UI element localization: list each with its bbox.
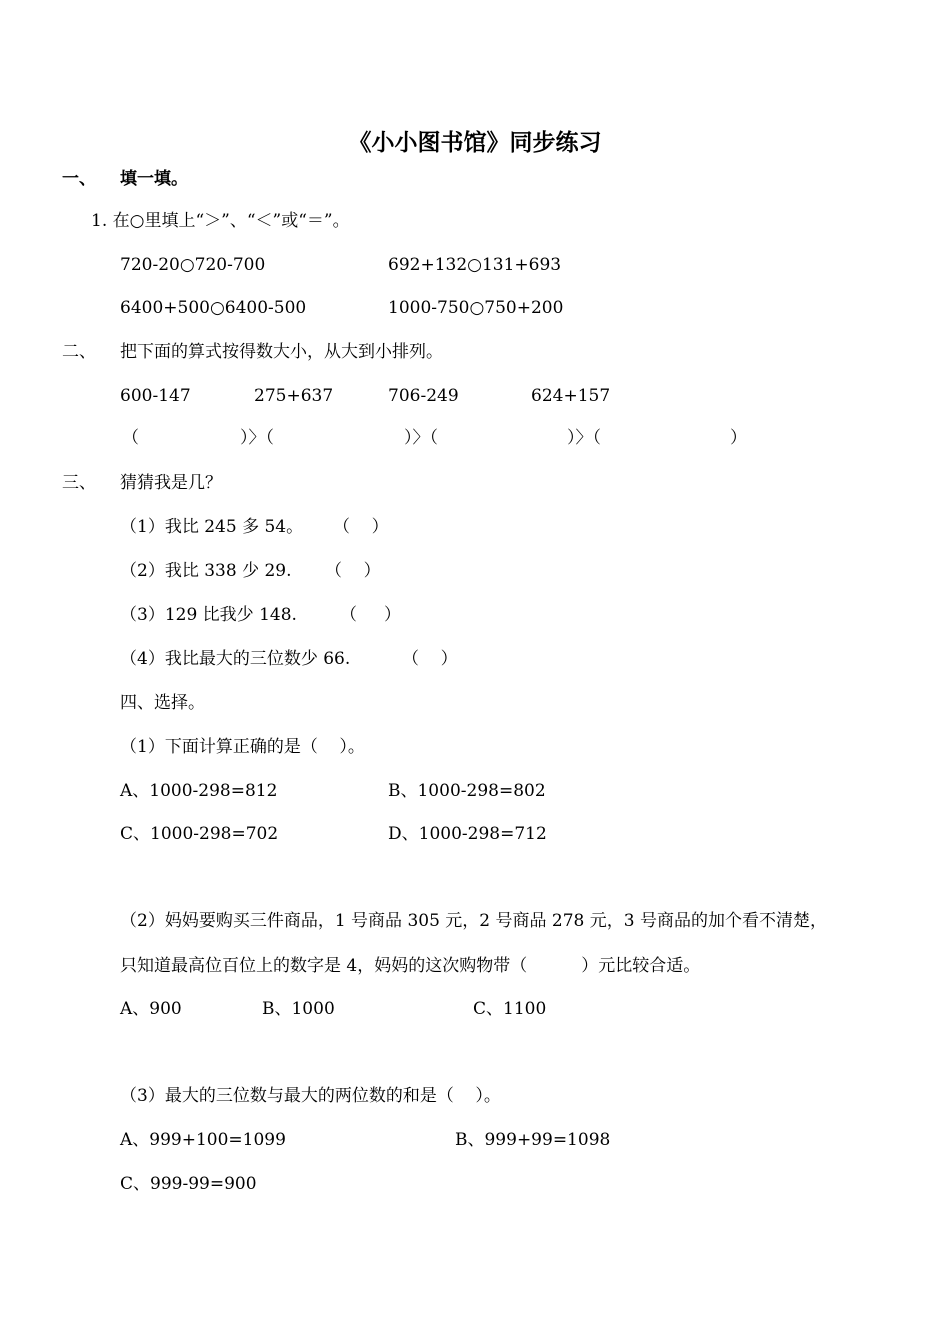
- guess-blank-3: （ ）: [340, 605, 402, 625]
- order-blank-sep-1: ）〉（: [240, 428, 274, 448]
- choice-q2-option-a: A、900: [120, 999, 182, 1019]
- section-3-heading: 猜猜我是几？: [120, 473, 222, 493]
- guess-blank-4: （ ）: [402, 649, 458, 669]
- guess-blank-1: （ ）: [333, 517, 389, 537]
- choice-q3-option-b: B、999+99=1098: [455, 1130, 611, 1150]
- choice-q3-stem: （3）最大的三位数与最大的两位数的和是（ ）。: [120, 1086, 501, 1106]
- guess-item-1: （1）我比 245 多 54。: [120, 517, 304, 537]
- order-blank-sep-2: ）〉（: [404, 428, 438, 448]
- order-blank-sep-3: ）〉（: [567, 428, 601, 448]
- guess-blank-2: （ ）: [325, 561, 381, 581]
- expression-2: 275+637: [254, 386, 334, 406]
- choice-q2-option-b: B、1000: [262, 999, 335, 1019]
- compare-item-1: 720-20○720-700: [120, 255, 266, 275]
- section-1-number: 一、: [62, 169, 96, 189]
- choice-q1-option-d: D、1000-298=712: [388, 824, 547, 844]
- page-title: 《小小图书馆》同步练习: [348, 129, 602, 156]
- expression-4: 624+157: [531, 386, 611, 406]
- section-2-heading: 把下面的算式按得数大小，从大到小排列。: [120, 342, 443, 362]
- choice-q1-option-a: A、1000-298=812: [120, 781, 278, 801]
- choice-q2-stem-line1: （2）妈妈要购买三件商品，1 号商品 305 元，2 号商品 278 元，3 号商品的加个看不清楚，: [120, 911, 827, 931]
- section-3-number: 三、: [62, 473, 96, 493]
- choice-q3-option-a: A、999+100=1099: [120, 1130, 286, 1150]
- question-1-1: 1. 在○里填上“＞”、“＜”或“＝”。: [91, 211, 350, 231]
- choice-q1-option-c: C、1000-298=702: [120, 824, 279, 844]
- choice-q2-option-c: C、1100: [473, 999, 547, 1019]
- section-4-heading: 四、选择。: [120, 693, 205, 713]
- section-2-number: 二、: [62, 342, 96, 362]
- expression-1: 600-147: [120, 386, 191, 406]
- section-1-heading: 填一填。: [120, 169, 188, 189]
- guess-item-4: （4）我比最大的三位数少 66.: [120, 649, 351, 669]
- choice-q2-stem-line2: 只知道最高位百位上的数字是 4，妈妈的这次购物带（ ）元比较合适。: [120, 956, 701, 976]
- choice-q1-stem: （1）下面计算正确的是（ ）。: [120, 737, 365, 757]
- guess-item-3: （3）129 比我少 148.: [120, 605, 297, 625]
- choice-q1-option-b: B、1000-298=802: [388, 781, 546, 801]
- guess-item-2: （2）我比 338 少 29.: [120, 561, 292, 581]
- compare-item-3: 6400+500○6400-500: [120, 298, 307, 318]
- choice-q3-option-c: C、999-99=900: [120, 1174, 257, 1194]
- expression-3: 706-249: [388, 386, 459, 406]
- order-blank-open: （: [122, 428, 139, 448]
- compare-item-2: 692+132○131+693: [388, 255, 562, 275]
- order-blank-close: ）: [730, 428, 747, 448]
- compare-item-4: 1000-750○750+200: [388, 298, 564, 318]
